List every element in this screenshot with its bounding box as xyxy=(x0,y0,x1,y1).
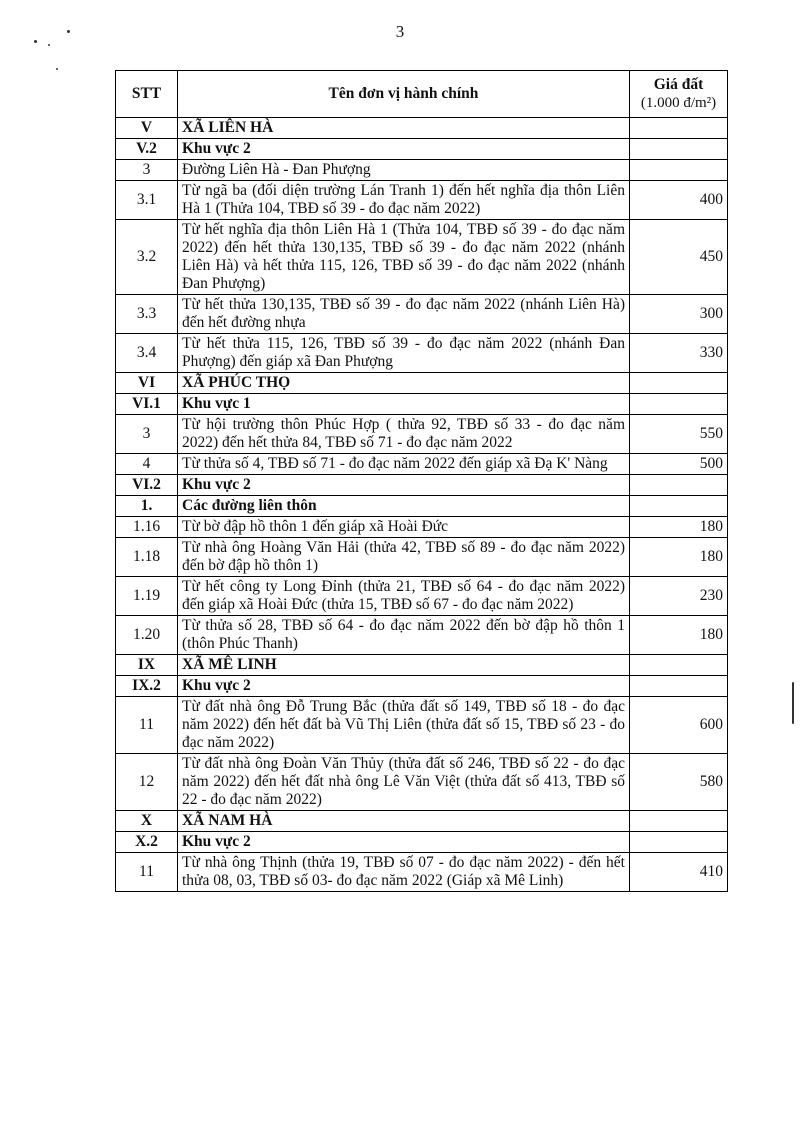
row-price: 580 xyxy=(630,754,728,811)
row-stt: V xyxy=(116,118,178,139)
row-name: XÃ LIÊN HÀ xyxy=(178,118,630,139)
scan-edge-mark xyxy=(792,682,794,724)
table-body xyxy=(116,118,728,892)
row-price: 400 xyxy=(630,181,728,220)
header-name: Tên đơn vị hành chính xyxy=(178,71,630,118)
row-stt: 3.4 xyxy=(116,334,178,373)
row-price: 450 xyxy=(630,220,728,295)
table-row xyxy=(116,517,728,538)
header-price-line2: (1.000 đ/m²) xyxy=(640,95,717,111)
row-price xyxy=(630,676,728,697)
row-price: 550 xyxy=(630,415,728,454)
row-stt: 1.18 xyxy=(116,538,178,577)
row-name: Từ thửa số 28, TBĐ số 64 - đo đạc năm 2022 đến bờ đập hồ thôn 1 (thôn Phúc Thanh) xyxy=(178,616,630,655)
page-number: 3 xyxy=(395,22,405,41)
row-price xyxy=(630,832,728,853)
row-name: Từ hết thửa 130,135, TBĐ số 39 - đo đạc năm 2022 (nhánh Liên Hà) đến hết đường nhựa xyxy=(178,295,630,334)
row-name: XÃ PHÚC THỌ xyxy=(178,373,630,394)
table-row xyxy=(116,754,728,811)
table-row xyxy=(116,139,728,160)
row-stt: 3 xyxy=(116,160,178,181)
row-stt: 1.20 xyxy=(116,616,178,655)
table-row xyxy=(116,394,728,415)
table-row xyxy=(116,655,728,676)
row-stt: 3.1 xyxy=(116,181,178,220)
row-price xyxy=(630,373,728,394)
row-price: 500 xyxy=(630,454,728,475)
row-price xyxy=(630,475,728,496)
row-stt: 11 xyxy=(116,697,178,754)
table-row xyxy=(116,697,728,754)
scan-speck xyxy=(34,40,37,43)
row-price xyxy=(630,160,728,181)
row-name: Từ đất nhà ông Đoàn Văn Thủy (thửa đất số 246, TBĐ số 22 - đo đạc năm 2022) đến hết đất nhà ông Lê Văn Việt (thửa đất số 413, TBĐ số 22 - đo đạc năm 2022) xyxy=(178,754,630,811)
table-row xyxy=(116,160,728,181)
row-name: XÃ NAM HÀ xyxy=(178,811,630,832)
row-stt: IX xyxy=(116,655,178,676)
row-stt: 12 xyxy=(116,754,178,811)
row-name: Các đường liên thôn xyxy=(178,496,630,517)
land-price-table xyxy=(115,70,728,892)
row-name: Từ thửa số 4, TBĐ số 71 - đo đạc năm 2022 đến giáp xã Đạ K' Nàng xyxy=(178,454,630,475)
table-row xyxy=(116,577,728,616)
row-stt: 3.3 xyxy=(116,295,178,334)
table-row xyxy=(116,454,728,475)
table-row xyxy=(116,832,728,853)
row-name: Khu vực 2 xyxy=(178,832,630,853)
row-name: Từ hết công ty Long Đỉnh (thửa 21, TBĐ số 64 - đo đạc năm 2022) đến giáp xã Hoài Đức (thửa 15, TBĐ số 67 - đo đạc năm 2022) xyxy=(178,577,630,616)
row-price: 180 xyxy=(630,538,728,577)
row-stt: 11 xyxy=(116,853,178,892)
row-stt: VI xyxy=(116,373,178,394)
row-stt: 1.19 xyxy=(116,577,178,616)
row-price: 180 xyxy=(630,616,728,655)
row-stt: VI.1 xyxy=(116,394,178,415)
row-price: 600 xyxy=(630,697,728,754)
scan-speck xyxy=(48,44,50,46)
row-name: Từ đất nhà ông Đỗ Trung Bắc (thửa đất số 149, TBĐ số 18 - đo đạc năm 2022) đến hết đất bà Vũ Thị Liên (thửa đất số 15, TBĐ số 23 - đo đạc năm 2022) xyxy=(178,697,630,754)
row-name: Từ hội trường thôn Phúc Hợp ( thửa 92, TBĐ số 33 - đo đạc năm 2022) đến hết thửa 84, TBĐ số 71 - đo đạc năm 2022 xyxy=(178,415,630,454)
row-name: Khu vực 2 xyxy=(178,475,630,496)
row-stt: 3 xyxy=(116,415,178,454)
row-price: 300 xyxy=(630,295,728,334)
row-name: Khu vực 1 xyxy=(178,394,630,415)
header-stt: STT xyxy=(116,71,178,118)
table-row xyxy=(116,373,728,394)
row-stt: X xyxy=(116,811,178,832)
row-name: Từ bờ đập hồ thôn 1 đến giáp xã Hoài Đức xyxy=(178,517,630,538)
table-row xyxy=(116,475,728,496)
row-price xyxy=(630,118,728,139)
row-stt: 4 xyxy=(116,454,178,475)
table-row xyxy=(116,118,728,139)
row-price: 230 xyxy=(630,577,728,616)
row-stt: IX.2 xyxy=(116,676,178,697)
row-name: Từ ngã ba (đối diện trường Lán Tranh 1) đến hết nghĩa địa thôn Liên Hà 1 (Thửa 104, TBĐ số 39 - đo đạc năm 2022) xyxy=(178,181,630,220)
table-row xyxy=(116,334,728,373)
row-price: 410 xyxy=(630,853,728,892)
table-row xyxy=(116,181,728,220)
row-price xyxy=(630,655,728,676)
row-stt: V.2 xyxy=(116,139,178,160)
row-stt: 1.16 xyxy=(116,517,178,538)
table-row xyxy=(116,415,728,454)
row-price xyxy=(630,394,728,415)
row-name: XÃ MÊ LINH xyxy=(178,655,630,676)
row-name: Khu vực 2 xyxy=(178,676,630,697)
row-stt: 3.2 xyxy=(116,220,178,295)
table-row xyxy=(116,538,728,577)
table-row xyxy=(116,220,728,295)
row-name: Từ hết nghĩa địa thôn Liên Hà 1 (Thửa 104, TBĐ số 39 - đo đạc năm 2022) đến hết thửa 130,135, TBĐ số 39 - đo đạc năm 2022 (nhánh Liên Hà) và hết thửa 115, 126, TBĐ số 39 - đo đạc năm 2022 (nhánh Đan Phượng) xyxy=(178,220,630,295)
table-row xyxy=(116,616,728,655)
header-row xyxy=(116,71,728,118)
table-row xyxy=(116,295,728,334)
row-stt: 1. xyxy=(116,496,178,517)
header-price xyxy=(630,71,728,118)
table-row xyxy=(116,496,728,517)
row-name: Từ hết thửa 115, 126, TBĐ số 39 - đo đạc năm 2022 (nhánh Đan Phượng) đến giáp xã Đan Phượng xyxy=(178,334,630,373)
row-price: 330 xyxy=(630,334,728,373)
table-row xyxy=(116,853,728,892)
row-price xyxy=(630,811,728,832)
row-name: Từ nhà ông Hoàng Văn Hải (thửa 42, TBĐ số 89 - đo đạc năm 2022) đến bờ đập hồ thôn 1) xyxy=(178,538,630,577)
row-price xyxy=(630,139,728,160)
header-price-line1: Giá đất xyxy=(653,76,704,93)
row-stt: X.2 xyxy=(116,832,178,853)
table-row xyxy=(116,811,728,832)
row-stt: VI.2 xyxy=(116,475,178,496)
scan-speck xyxy=(56,68,58,70)
row-name: Khu vực 2 xyxy=(178,139,630,160)
row-price: 180 xyxy=(630,517,728,538)
row-name: Từ nhà ông Thịnh (thửa 19, TBĐ số 07 - đo đạc năm 2022) - đến hết thửa 08, 03, TBĐ số 03- đo đạc năm 2022 (Giáp xã Mê Linh) xyxy=(178,853,630,892)
row-name: Đường Liên Hà - Đan Phượng xyxy=(178,160,630,181)
row-price xyxy=(630,496,728,517)
scan-speck xyxy=(67,30,70,33)
table-row xyxy=(116,676,728,697)
